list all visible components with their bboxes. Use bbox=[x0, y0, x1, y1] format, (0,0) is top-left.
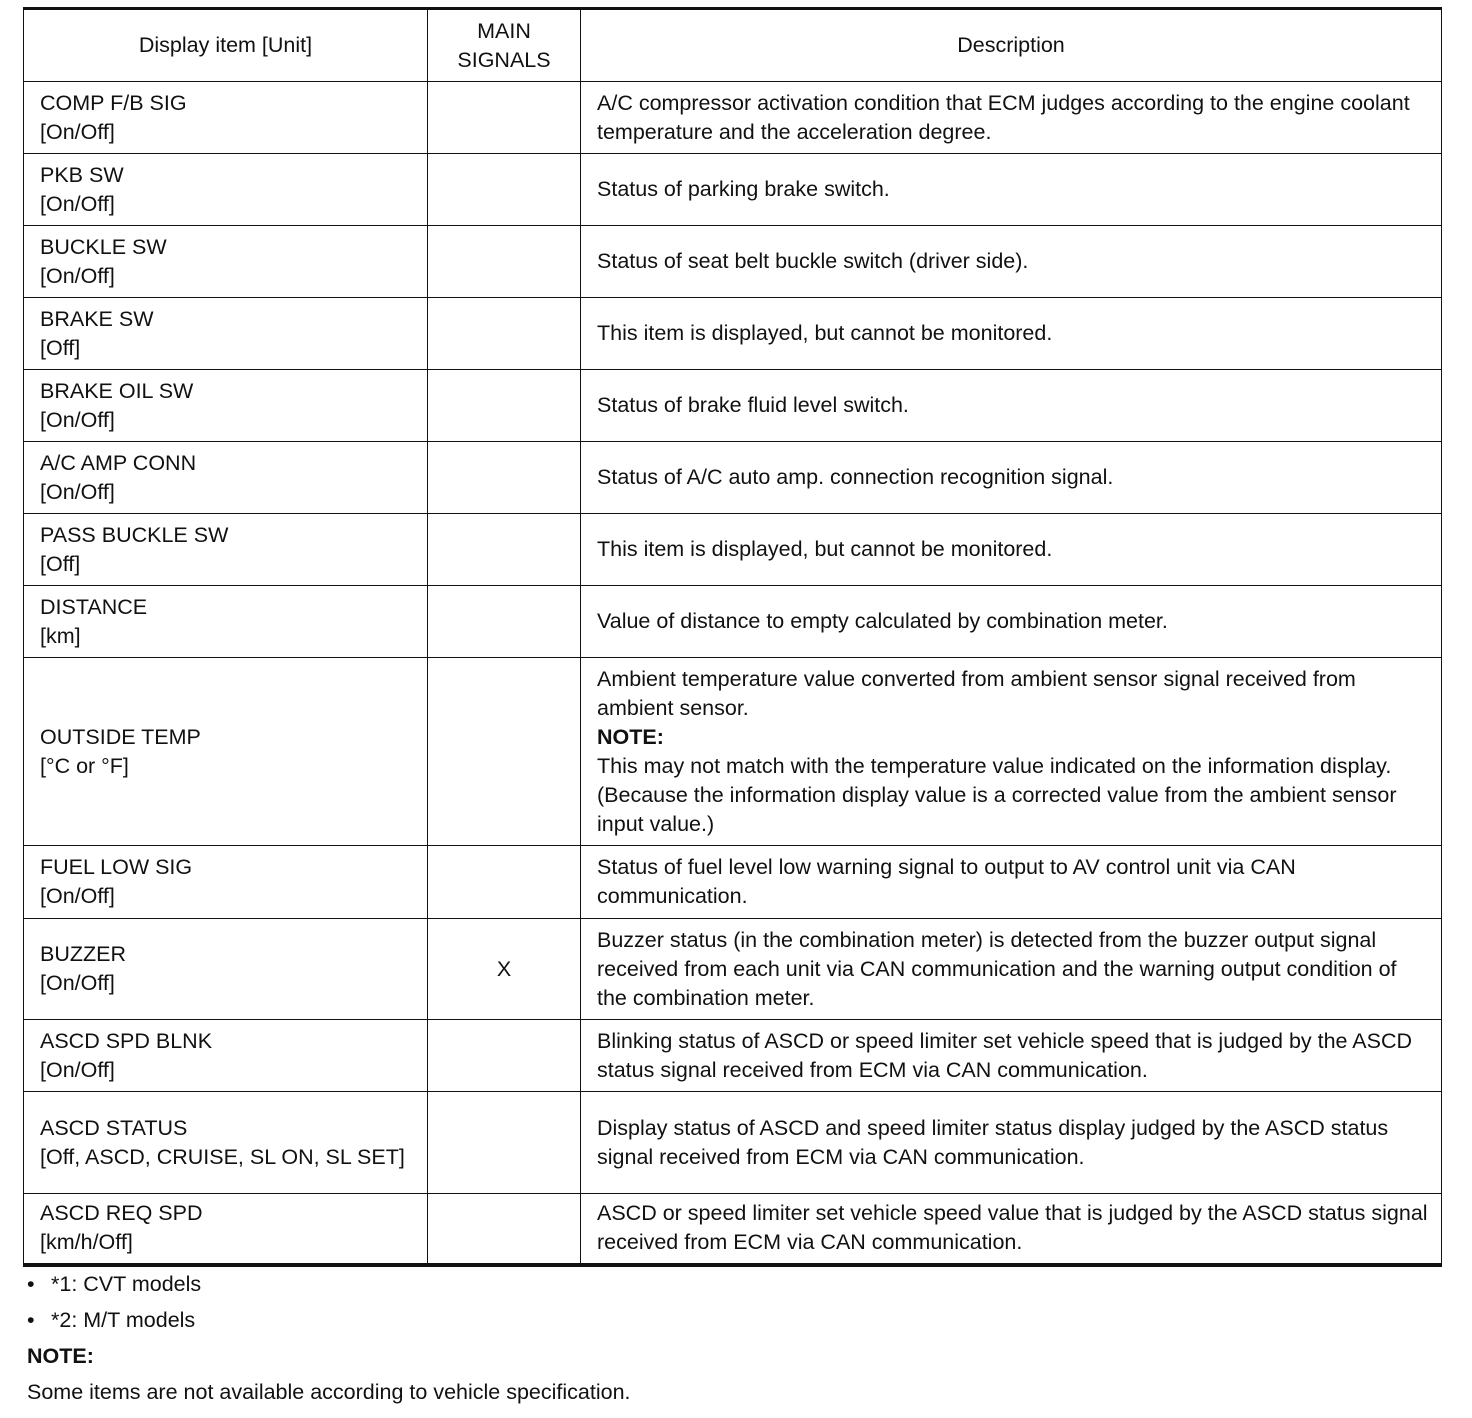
description-cell bbox=[581, 1092, 1442, 1194]
main-signals-cell bbox=[428, 442, 581, 514]
description-cell bbox=[581, 919, 1442, 1020]
description-cell bbox=[581, 226, 1442, 298]
main-signals-cell bbox=[428, 846, 581, 919]
display-item-name: OUTSIDE TEMP bbox=[40, 724, 201, 749]
description-cell bbox=[581, 154, 1442, 226]
main-signals-cell bbox=[428, 514, 581, 586]
description-text: Status of seat belt buckle switch (driver side). bbox=[597, 249, 1029, 273]
display-item-unit: [Off, ASCD, CRUISE, SL ON, SL SET] bbox=[40, 1144, 405, 1169]
display-item-table bbox=[23, 7, 1442, 1267]
display-item-name: BUCKLE SW bbox=[40, 234, 167, 259]
description-text: This may not match with the temperature value indicated on the information display. (Because the information display value is a corrected value from the ambient sensor input value.) bbox=[597, 753, 1397, 836]
display-item-cell bbox=[24, 586, 428, 658]
description-text: Buzzer status (in the combination meter) is detected from the buzzer output signal received from each unit via CAN communication and the warning output condition of the combination meter. bbox=[597, 927, 1397, 1010]
main-signals-cell bbox=[428, 226, 581, 298]
description-text: Status of A/C auto amp. connection recognition signal. bbox=[597, 465, 1114, 489]
display-item-name: COMP F/B SIG bbox=[40, 90, 187, 115]
display-item-unit: [On/Off] bbox=[40, 263, 115, 288]
description-text: This item is displayed, but cannot be monitored. bbox=[597, 321, 1053, 345]
table-row bbox=[24, 370, 1442, 442]
note-heading: NOTE: bbox=[27, 1344, 94, 1368]
description-cell bbox=[581, 370, 1442, 442]
table-row bbox=[24, 514, 1442, 586]
table-row bbox=[24, 658, 1442, 846]
description-text: A/C compressor activation condition that ECM judges according to the engine coolant temperature and the acceleration degree. bbox=[597, 90, 1410, 144]
display-item-name: DISTANCE bbox=[40, 594, 148, 619]
main-signals-cell bbox=[428, 298, 581, 370]
display-item-cell bbox=[24, 919, 428, 1020]
display-item-unit: [°C or °F] bbox=[40, 753, 129, 778]
description-cell bbox=[581, 1020, 1442, 1092]
display-item-cell bbox=[24, 1194, 428, 1265]
display-item-name: ASCD SPD BLNK bbox=[40, 1028, 213, 1053]
table-row bbox=[24, 1020, 1442, 1092]
table-row bbox=[24, 846, 1442, 919]
footnote-text: *2: M/T models bbox=[51, 1308, 196, 1332]
description-cell bbox=[581, 298, 1442, 370]
description-text: ASCD or speed limiter set vehicle speed value that is judged by the ASCD status signal received from ECM via CAN communication. bbox=[597, 1201, 1428, 1255]
display-item-cell bbox=[24, 1020, 428, 1092]
display-item-cell bbox=[24, 442, 428, 514]
table-row bbox=[24, 1194, 1442, 1265]
display-item-unit: [On/Off] bbox=[40, 1057, 115, 1082]
table-header-row bbox=[24, 9, 1442, 82]
note-text: Some items are not available according to vehicle specification. bbox=[27, 1380, 631, 1404]
display-item-cell bbox=[24, 846, 428, 919]
bullet-icon: • bbox=[27, 1308, 35, 1332]
display-item-name: FUEL LOW SIG bbox=[40, 855, 193, 879]
description-text: Status of fuel level low warning signal to output to AV control unit via CAN communication. bbox=[597, 855, 1296, 908]
table-row bbox=[24, 586, 1442, 658]
display-item-unit: [On/Off] bbox=[40, 191, 115, 216]
description-text: Value of distance to empty calculated by combination meter. bbox=[597, 609, 1168, 633]
main-signals-cell bbox=[428, 1194, 581, 1265]
description-text: Blinking status of ASCD or speed limiter set vehicle speed that is judged by the ASCD status signal received from ECM via CAN communication. bbox=[597, 1028, 1413, 1082]
header-main-signals-line2: SIGNALS bbox=[457, 47, 551, 72]
description-text: Status of brake fluid level switch. bbox=[597, 393, 909, 417]
main-signals-cell: X bbox=[428, 919, 581, 1020]
bullet-icon: • bbox=[27, 1272, 35, 1296]
main-signals-cell bbox=[428, 1020, 581, 1092]
main-signals-cell bbox=[428, 370, 581, 442]
table-row bbox=[24, 154, 1442, 226]
display-item-unit: [On/Off] bbox=[40, 119, 115, 144]
table-row bbox=[24, 442, 1442, 514]
display-item-name: ASCD REQ SPD bbox=[40, 1201, 203, 1226]
display-item-cell bbox=[24, 154, 428, 226]
description-cell bbox=[581, 846, 1442, 919]
header-description: Description bbox=[581, 9, 1442, 82]
main-signals-cell bbox=[428, 154, 581, 226]
display-item-name: ASCD STATUS bbox=[40, 1115, 188, 1140]
footnote-text: *1: CVT models bbox=[51, 1272, 202, 1296]
display-item-unit: [On/Off] bbox=[40, 479, 115, 504]
main-signals-cell bbox=[428, 1092, 581, 1194]
display-item-unit: [Off] bbox=[40, 335, 81, 360]
main-signals-cell bbox=[428, 82, 581, 154]
header-display-item: Display item [Unit] bbox=[24, 9, 428, 82]
header-main-signals-line1: MAIN bbox=[477, 18, 531, 43]
display-item-cell bbox=[24, 370, 428, 442]
display-item-cell bbox=[24, 658, 428, 846]
display-item-name: PKB SW bbox=[40, 162, 124, 187]
description-cell bbox=[581, 658, 1442, 846]
display-item-name: PASS BUCKLE SW bbox=[40, 522, 229, 547]
description-note-heading: NOTE: bbox=[597, 724, 664, 749]
display-item-cell bbox=[24, 514, 428, 586]
table-row bbox=[24, 919, 1442, 1020]
main-signals-cell bbox=[428, 586, 581, 658]
footnotes-section bbox=[27, 1270, 631, 1407]
display-item-cell bbox=[24, 1092, 428, 1194]
footnote-item bbox=[27, 1306, 631, 1335]
table-row bbox=[24, 298, 1442, 370]
footnote-item bbox=[27, 1270, 631, 1299]
table-row bbox=[24, 82, 1442, 154]
display-item-cell bbox=[24, 226, 428, 298]
display-item-unit: [km/h/Off] bbox=[40, 1230, 133, 1255]
display-item-unit: [On/Off] bbox=[40, 407, 115, 432]
table-body bbox=[24, 82, 1442, 1265]
main-signals-cell bbox=[428, 658, 581, 846]
display-item-cell bbox=[24, 298, 428, 370]
description-cell bbox=[581, 442, 1442, 514]
description-text: Status of parking brake switch. bbox=[597, 177, 890, 201]
table-row bbox=[24, 226, 1442, 298]
description-text: This item is displayed, but cannot be monitored. bbox=[597, 537, 1053, 561]
description-cell bbox=[581, 1194, 1442, 1265]
description-text: Display status of ASCD and speed limiter status display judged by the ASCD status signal received from ECM via CAN communication. bbox=[597, 1115, 1389, 1169]
header-main-signals bbox=[428, 9, 581, 82]
description-cell bbox=[581, 82, 1442, 154]
display-item-name: BRAKE OIL SW bbox=[40, 378, 194, 403]
display-item-name: A/C AMP CONN bbox=[40, 450, 197, 475]
display-item-unit: [Off] bbox=[40, 551, 81, 576]
display-item-unit: [On/Off] bbox=[40, 971, 115, 995]
display-item-name: BRAKE SW bbox=[40, 306, 154, 331]
description-cell bbox=[581, 586, 1442, 658]
display-item-cell bbox=[24, 82, 428, 154]
display-item-unit: [On/Off] bbox=[40, 884, 115, 908]
description-text: Ambient temperature value converted from ambient sensor signal received from ambient sensor. bbox=[597, 666, 1356, 720]
display-item-name: BUZZER bbox=[40, 942, 126, 966]
description-cell bbox=[581, 514, 1442, 586]
table-row bbox=[24, 1092, 1442, 1194]
display-item-unit: [km] bbox=[40, 623, 81, 648]
